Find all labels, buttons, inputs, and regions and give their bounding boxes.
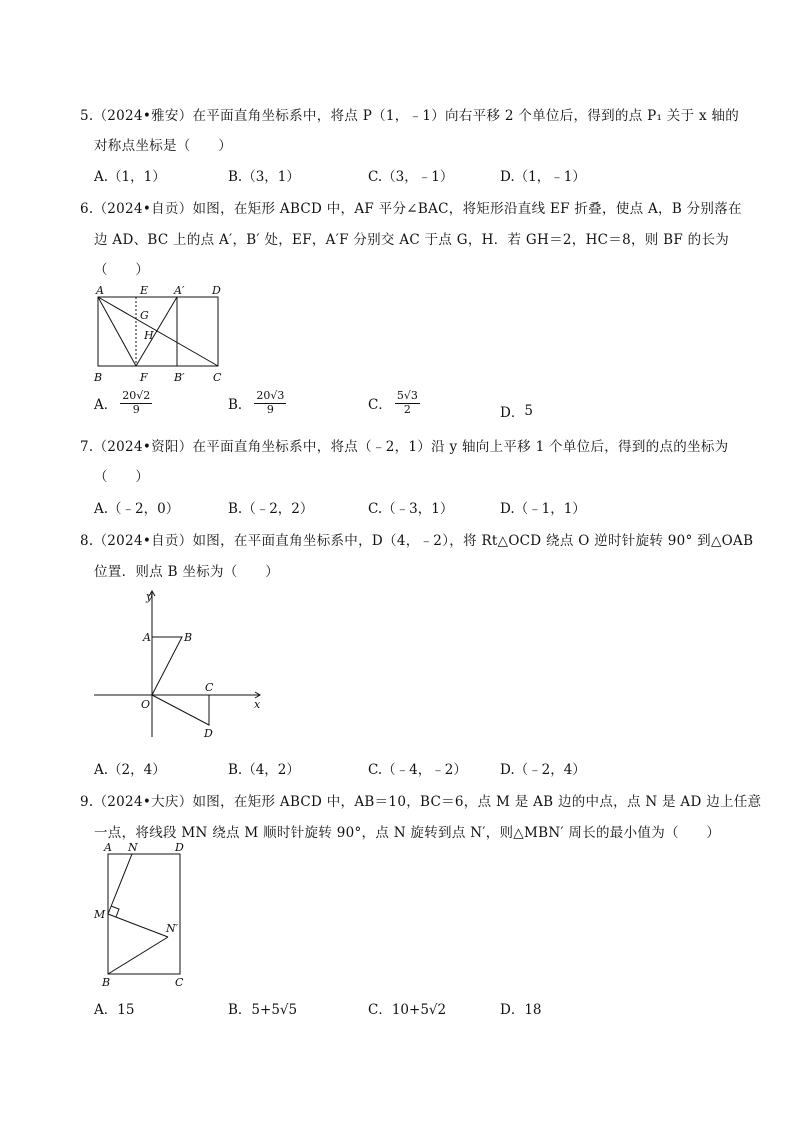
q9-option-c[interactable]: C．10+5√2: [368, 1002, 447, 1018]
q9-option-b[interactable]: B．5+5√5: [228, 1002, 298, 1018]
q9-option-a[interactable]: A．15: [94, 1002, 135, 1018]
q6-option-b-letter: B．: [228, 397, 252, 414]
q5-option-b[interactable]: B.（3，1）: [228, 169, 300, 185]
q9-figure: [90, 840, 195, 992]
q6-option-a[interactable]: [94, 390, 152, 416]
q9-option-d[interactable]: D．18: [500, 1002, 542, 1018]
q9-label-n-prime: N′: [166, 922, 179, 935]
q9-rectangle: [108, 854, 180, 974]
q7-option-d[interactable]: D.（﹣1，1）: [500, 501, 586, 517]
q6-option-c-numerator: 5√3: [396, 389, 418, 402]
q8-line2: 位置．则点 B 坐标为（ ）: [94, 564, 280, 580]
q8-label-x: x: [254, 698, 261, 711]
q8-label-o: O: [141, 698, 151, 711]
q6-option-c-fraction: [395, 390, 420, 416]
q5-line1: 5.（2024•雅安）在平面直角坐标系中，将点 P（1，﹣1）向右平移 2 个单位后，得到的点 P₁ 关于 x 轴的: [80, 108, 740, 124]
q6-option-c-denominator: 2: [403, 402, 411, 416]
q9-segment-mn: [108, 854, 132, 914]
q8-label-b: B: [184, 631, 193, 644]
q9-segment-mn-prime: [108, 914, 168, 937]
q6-label-e: E: [140, 284, 149, 297]
q6-option-c[interactable]: [368, 390, 420, 416]
q9-line1: 9.（2024•大庆）如图，在矩形 ABCD 中，AB＝10，BC＝6，点 M 是 AB 边的中点，点 N 是 AD 边上任意: [80, 794, 762, 810]
q6-option-a-denominator: 9: [132, 402, 140, 416]
q8-figure: [88, 585, 268, 745]
q8-option-c[interactable]: C.（﹣4，﹣2）: [368, 762, 467, 778]
q6-option-b-denominator: 9: [266, 402, 274, 416]
q6-option-b-fraction: [254, 390, 286, 416]
q6-label-c: C: [213, 371, 222, 384]
q9-label-c: C: [175, 976, 184, 989]
q6-option-c-letter: C．: [368, 397, 392, 414]
q6-label-a-prime: A′: [174, 284, 185, 297]
q6-label-h: H: [144, 329, 154, 342]
q9-label-d: D: [175, 841, 184, 854]
q9-label-m: M: [94, 908, 106, 921]
q7-line1: 7.（2024•资阳）在平面直角坐标系中，将点（﹣2，1）沿 y 轴向上平移 1 个单位后，得到的点的坐标为: [80, 439, 729, 455]
q6-label-a: A: [96, 284, 104, 297]
q8-triangle-oab: [152, 637, 182, 695]
q6-option-a-letter: A．: [94, 397, 118, 414]
q9-label-b: B: [102, 976, 111, 989]
q7-option-b[interactable]: B.（﹣2，2）: [228, 501, 314, 517]
q7-option-c[interactable]: C.（﹣3，1）: [368, 501, 454, 517]
q6-line2: 边 AD、BC 上的点 A′，B′ 处，EF，A′F 分别交 AC 于点 G，H．若 GH＝2，HC＝8，则 BF 的长为: [94, 232, 730, 248]
q6-label-b-prime: B′: [174, 371, 185, 384]
q9-line2: 一点，将线段 MN 绕点 M 顺时针旋转 90°，点 N 旋转到点 N′，则△MBN′ 周长的最小值为（ ）: [94, 825, 721, 841]
q6-segment-ac: [98, 297, 218, 366]
q5-option-c[interactable]: C.（3，﹣1）: [368, 169, 454, 185]
q8-label-a: A: [143, 631, 151, 644]
q8-option-d[interactable]: D.（﹣2，4）: [500, 762, 586, 778]
q6-line3: （ ）: [94, 262, 150, 278]
q6-segment-fa-prime: [136, 297, 177, 366]
q6-line1: 6.（2024•自贡）如图，在矩形 ABCD 中，AF 平分∠BAC，将矩形沿直线 EF 折叠，使点 A，B 分别落在: [80, 201, 742, 217]
q9-label-a: A: [104, 841, 112, 854]
q5-line2: 对称点坐标是（ ）: [94, 138, 232, 154]
q6-option-b-numerator: 20√3: [256, 389, 285, 402]
q8-line1: 8.（2024•自贡）如图，在平面直角坐标系中，D（4，﹣2），将 Rt△OCD 绕点 O 逆时针旋转 90° 到△OAB: [80, 533, 754, 549]
q9-label-n: N: [128, 841, 138, 854]
q6-label-b: B: [94, 371, 103, 384]
q7-option-a[interactable]: A.（﹣2，0）: [94, 501, 180, 517]
q6-figure: [88, 282, 238, 386]
q6-option-b[interactable]: [228, 390, 286, 416]
q8-option-a[interactable]: A.（2，4）: [94, 762, 166, 778]
q8-label-c: C: [205, 681, 214, 694]
q6-option-d-letter: D．: [500, 405, 525, 421]
q7-line2: （ ）: [94, 469, 150, 485]
q6-label-f: F: [140, 371, 148, 384]
q6-option-d[interactable]: [500, 401, 533, 421]
q5-option-d[interactable]: D.（1，﹣1）: [500, 169, 586, 185]
q6-option-d-value: 5: [524, 403, 533, 419]
q6-label-d: D: [212, 284, 221, 297]
q6-label-g: G: [140, 309, 149, 322]
q8-label-d: D: [204, 727, 213, 740]
q8-triangle-ocd: [152, 695, 209, 725]
q9-segment-bn-prime: [108, 937, 168, 974]
q6-option-a-numerator: 20√2: [122, 389, 151, 402]
q8-label-y: y: [146, 590, 153, 603]
q8-option-b[interactable]: B.（4，2）: [228, 762, 300, 778]
q6-option-a-fraction: [120, 390, 152, 416]
q5-option-a[interactable]: A.（1，1）: [94, 169, 166, 185]
